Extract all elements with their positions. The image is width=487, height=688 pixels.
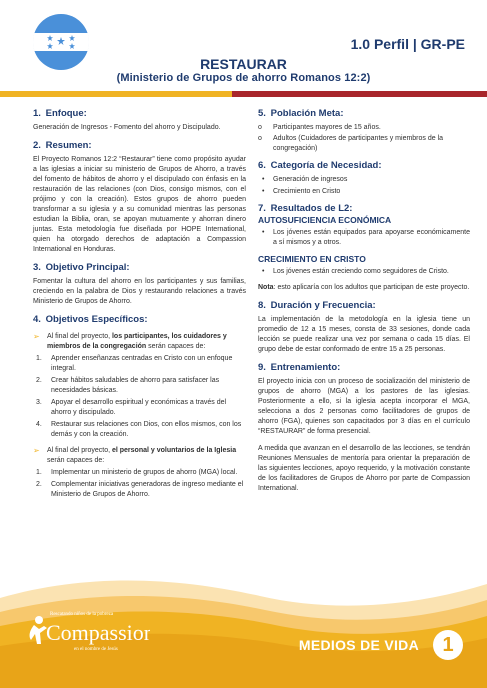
- section-objetivo-text: Fomentar la cultura del ahorro en los participantes y sus familias, creciendo en la palabra de Dios y restaurando relaciones a través Ministerio de Grupos de Ahorro.: [33, 278, 246, 305]
- compassion-tagline-bottom: en el nombre de Jesús: [74, 647, 118, 652]
- page-subtitle: (Ministerio de Grupos de ahorro Romanos 12:2): [116, 72, 371, 84]
- section-enfoque-text: Generación de Ingresos - Fomento del ahorro y Discipulado.: [33, 124, 221, 131]
- categoria-list: [258, 175, 470, 197]
- page-number-badge: 1: [433, 630, 463, 660]
- resultados-list-1: [258, 228, 470, 248]
- section-poblacion-heading: 5. Población Meta:: [258, 108, 344, 119]
- right-column: [258, 108, 470, 501]
- compassion-logo: [20, 598, 150, 672]
- section-resumen-heading: 2. Resumen:: [33, 140, 92, 151]
- section-especificos-heading: 4. Objetivos Específicos:: [33, 314, 148, 325]
- list-item: 3. Apoyar el desarrollo espiritual y económicas a través del ahorro y discipulado.: [36, 399, 227, 416]
- left-column: [33, 108, 246, 506]
- list-item: 1. Aprender enseñanzas centradas en Cristo con un enfoque integral.: [36, 355, 233, 372]
- objetivos-intro-1: ➢ Al final del proyecto, los participantes, los cuidadores y miembros de la congregación serán capaces de:: [33, 332, 227, 350]
- list-item: 1. Implementar un ministerio de grupos de ahorro (MGA) local.: [36, 469, 238, 476]
- objetivos-list-2: [33, 468, 246, 500]
- poblacion-list: [258, 123, 470, 154]
- compassion-tagline-top: Rescatando niños de la pobreza: [50, 612, 114, 617]
- list-item: • Generación de ingresos: [258, 175, 470, 185]
- list-item: 2. Complementar iniciativas generadoras de ingreso mediante el Ministerio de Grupos de Ahorro.: [36, 481, 244, 498]
- section-entrenamiento-text: El proyecto inicia con un proceso de socialización del ministerio de grupos de ahorro (MGA) a los pastores de las iglesias. Posteriormente a ello, si la iglesia acepta incorporar el MGA, selecciona a dos 2 personas como facilitadores de grupos de ahorro (FGA), quienes son capacitados por 3 días en el currículo “RESTAURAR” de forma presencial.: [258, 378, 470, 435]
- list-item: • Los jóvenes están equipados para apoyarse económicamente a sí mismos y a otros.: [258, 228, 470, 248]
- section-entrenamiento-text-2: A medida que avanzan en el desarrollo de las lecciones, se tendrán Reuniones Mensuales de mentoría para orientar la preparación de las siguientes lecciones, apoyo requerido, y la motivación constante de los facilitadores de Grupos de Ahorro por parte de Compassion International.: [258, 445, 470, 492]
- section-resultados-heading: 7. Resultados de L2:: [258, 203, 353, 214]
- section-duracion-text: La implementación de la metodología en la iglesia tiene un promedio de 12 a 15 meses, consta de 33 sesiones, donde cada lección se puede realizar una vez por semana o cada 15 días. El grupo debe de estar conformado de entre 15 a 25 personas.: [258, 316, 470, 353]
- list-item: • Crecimiento en Cristo: [258, 187, 470, 197]
- arrow-bullet-icon: ➢: [33, 332, 40, 341]
- list-item: 2. Crear hábitos saludables de ahorro para satisfacer las necesidades básicas.: [36, 377, 220, 394]
- list-item: o Adultos (Cuidadores de participantes y miembros de la congregación): [258, 134, 470, 154]
- resultados-note: Nota: esto aplicaría con los adultos que participan de este proyecto.: [258, 284, 470, 291]
- list-item: 4. Restaurar sus relaciones con Dios, con ellos mismos, con los demás y con la creación.: [36, 421, 242, 438]
- list-item: o Participantes mayores de 15 años.: [258, 123, 470, 133]
- section-entrenamiento-heading: 9. Entrenamiento:: [258, 362, 341, 373]
- section-objetivo-heading: 3. Objetivo Principal:: [33, 262, 130, 273]
- arrow-bullet-icon: ➢: [33, 446, 40, 455]
- objetivos-list-1: [33, 354, 246, 440]
- section-categoria-heading: 6. Categoría de Necesidad:: [258, 160, 382, 171]
- resultados-list-2: [258, 267, 470, 277]
- objetivos-intro-2: ➢ Al final del proyecto, el personal y voluntarios de la Iglesia serán capaces de:: [33, 446, 237, 464]
- resultados-sub1: AUTOSUFICIENCIA ECONÓMICA: [258, 215, 392, 225]
- page-title: RESTAURAR: [200, 56, 287, 72]
- section-enfoque-heading: 1. Enfoque:: [33, 108, 87, 119]
- footer-category-label: MEDIOS DE VIDA: [298, 637, 419, 653]
- compassion-wordmark: Compassion: [46, 620, 150, 645]
- perfil-code: 1.0 Perfil | GR-PE: [350, 36, 465, 52]
- section-resumen-text: El Proyecto Romanos 12:2 “Restaurar” tiene como propósito ayudar a las iglesias a iniciar su ministerio de Grupos de Ahorro, a través del fomento de hábitos de ahorro y el discipulado con énfasis en la restauración de las relaciones (con Dios, consigo mismos, con el prójimo y con la creación). Estos grupos de ahorro pueden transformar a su iglesia y a su comunidad mientras las personas estudian la Biblia, oran, se apoyan mutuamente y ahorran dinero juntas. Esta metodología fue diseñada por HOPE International, quien ha otorgado derechos de adaptación a Compassion International en Honduras.: [33, 156, 246, 253]
- resultados-sub2: CRECIMIENTO EN CRISTO: [258, 254, 366, 264]
- list-item: • Los jóvenes están creciendo como seguidores de Cristo.: [258, 267, 470, 277]
- section-duracion-heading: 8. Duración y Frecuencia:: [258, 300, 376, 311]
- color-divider: [0, 91, 487, 97]
